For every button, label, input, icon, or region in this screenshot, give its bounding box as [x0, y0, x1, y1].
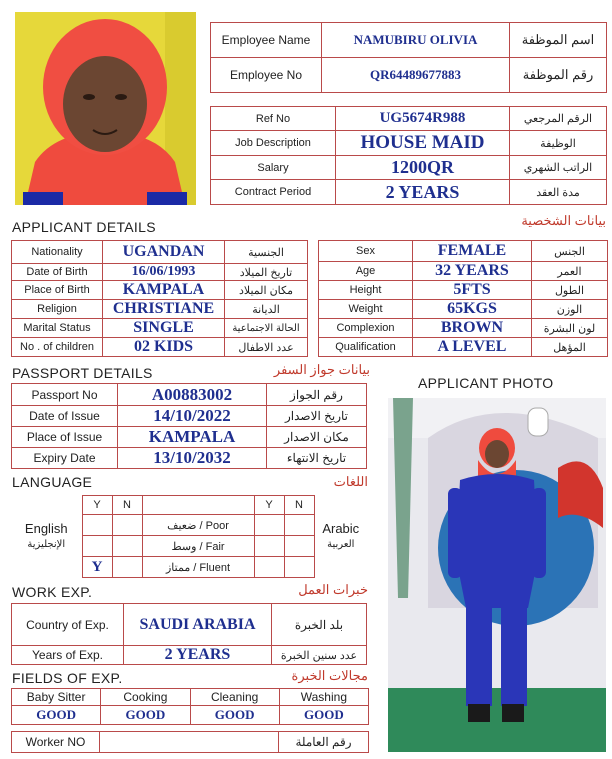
weight-label-ar: الوزن [532, 300, 608, 319]
pob-value: KAMPALA [103, 281, 225, 300]
issue-place-label-ar: مكان الاصدار [267, 427, 367, 448]
contract-table [210, 106, 607, 205]
passport-table [11, 383, 367, 469]
arabic-fair-yes [254, 536, 284, 557]
qualification-label: Qualification [319, 338, 413, 357]
language-title-ar: اللغات [333, 474, 368, 489]
religion-label-ar: الديانة [225, 300, 308, 319]
height-label: Height [319, 281, 413, 300]
applicant-photo-title: APPLICANT PHOTO [418, 375, 554, 391]
marital-label: Marital Status [12, 319, 103, 338]
salary-label: Salary [211, 156, 336, 180]
employee-no-value: QR64489677883 [322, 58, 510, 93]
english-fair-no [112, 536, 142, 557]
field-baby-sitter-label: Baby Sitter [12, 689, 101, 706]
ref-no-value: UG5674R988 [336, 107, 510, 131]
arabic-label-ar: العربية [327, 538, 355, 550]
applicant-left-table [11, 240, 308, 357]
arabic-poor-no [284, 515, 314, 536]
sex-label: Sex [319, 241, 413, 262]
worker-no-value [100, 732, 279, 753]
dob-label: Date of Birth [12, 264, 103, 281]
religion-label: Religion [12, 300, 103, 319]
arabic-yes-header: Y [254, 496, 284, 515]
level-header-blank [142, 496, 254, 515]
english-label-ar: الإنجليزية [27, 538, 66, 550]
field-cleaning-value: GOOD [190, 706, 279, 725]
weight-value: 65KGS [413, 300, 532, 319]
issue-place-value: KAMPALA [118, 427, 267, 448]
height-value: 5FTS [413, 281, 532, 300]
language-title: LANGUAGE [12, 474, 93, 490]
passport-no-label: Passport No [12, 384, 118, 406]
portrait-photo [15, 12, 196, 205]
applicant-details-title: APPLICANT DETAILS [12, 219, 156, 235]
applicant-right-table [318, 240, 608, 357]
field-cooking-value: GOOD [101, 706, 190, 725]
marital-label-ar: الحالة الاجتماعية [225, 319, 308, 338]
portrait-illustration [15, 12, 196, 205]
qualification-label-ar: المؤهل [532, 338, 608, 357]
pob-label-ar: مكان الميلاد [225, 281, 308, 300]
job-label: Job Description [211, 131, 336, 156]
job-value: HOUSE MAID [336, 131, 510, 156]
english-no-header: N [112, 496, 142, 515]
years-exp-label-ar: عدد سنين الخبرة [272, 646, 367, 665]
english-yes-header: Y [82, 496, 112, 515]
fields-exp-title: FIELDS OF EXP. [12, 670, 123, 686]
marital-value: SINGLE [103, 319, 225, 338]
english-cell [11, 496, 82, 578]
arabic-poor-yes [254, 515, 284, 536]
job-label-ar: الوظيفة [510, 131, 607, 156]
salary-label-ar: الراتب الشهري [510, 156, 607, 180]
applicant-details-title-ar: بيانات الشخصية [521, 213, 606, 228]
employee-name-label-ar: اسم الموظفة [510, 23, 607, 58]
level-poor [142, 515, 254, 536]
arabic-fair-no [284, 536, 314, 557]
qualification-value: A LEVEL [413, 338, 532, 357]
nationality-label-ar: الجنسية [225, 241, 308, 264]
arabic-label: Arabic [322, 520, 360, 536]
level-fluent [142, 557, 254, 578]
sex-value: FEMALE [413, 241, 532, 262]
field-cooking-label: Cooking [101, 689, 190, 706]
fields-exp-title-ar: مجالات الخبرة [291, 668, 368, 683]
work-exp-title: WORK EXP. [12, 584, 93, 600]
passport-no-label-ar: رقم الجواز [267, 384, 367, 406]
contract-period-label: Contract Period [211, 180, 336, 205]
field-washing-label: Washing [279, 689, 368, 706]
worker-no-label-ar: رقم العاملة [279, 732, 369, 753]
level-fair-en: Fair [205, 540, 225, 553]
contract-period-value: 2 YEARS [336, 180, 510, 205]
passport-details-title-ar: بيانات جواز السفر [273, 362, 370, 377]
complexion-label: Complexion [319, 319, 413, 338]
passport-no-value: A00883002 [118, 384, 267, 406]
work-exp-table [11, 603, 367, 665]
field-cleaning-label: Cleaning [190, 689, 279, 706]
arabic-fluent-yes [254, 557, 284, 578]
english-poor-yes [82, 515, 112, 536]
ref-no-label: Ref No [211, 107, 336, 131]
level-fluent-ar: ممتاز / [166, 561, 197, 574]
arabic-no-header: N [284, 496, 314, 515]
worker-no-label: Worker NO [12, 732, 100, 753]
issue-date-label: Date of Issue [12, 406, 118, 427]
english-poor-no [112, 515, 142, 536]
expiry-date-value: 13/10/2032 [118, 448, 267, 469]
level-fluent-en: Fluent [199, 561, 230, 574]
age-label: Age [319, 262, 413, 281]
age-value: 32 YEARS [413, 262, 532, 281]
years-exp-label: Years of Exp. [12, 646, 124, 665]
employee-name-label: Employee Name [211, 23, 322, 58]
level-poor-ar: ضعيف / [167, 519, 203, 532]
employee-no-label-ar: رقم الموظفة [510, 58, 607, 93]
years-exp-value: 2 YEARS [124, 646, 272, 665]
issue-date-value: 14/10/2022 [118, 406, 267, 427]
religion-value: CHRISTIANE [103, 300, 225, 319]
complexion-value: BROWN [413, 319, 532, 338]
country-exp-value: SAUDI ARABIA [124, 604, 272, 646]
english-fluent-no [112, 557, 142, 578]
contract-period-label-ar: مدة العقد [510, 180, 607, 205]
weight-label: Weight [319, 300, 413, 319]
issue-place-label: Place of Issue [12, 427, 118, 448]
sex-label-ar: الجنس [532, 241, 608, 262]
children-label: No . of children [12, 338, 103, 357]
field-baby-sitter-value: GOOD [12, 706, 101, 725]
work-exp-title-ar: خبرات العمل [298, 582, 368, 597]
country-exp-label-ar: بلد الخبرة [272, 604, 367, 646]
employee-name-value: NAMUBIRU OLIVIA [322, 23, 510, 58]
level-fair [142, 536, 254, 557]
arabic-cell [314, 496, 367, 578]
issue-date-label-ar: تاريخ الاصدار [267, 406, 367, 427]
dob-label-ar: تاريخ الميلاد [225, 264, 308, 281]
nationality-value: UGANDAN [103, 241, 225, 264]
employee-no-label: Employee No [211, 58, 322, 93]
dob-value: 16/06/1993 [103, 264, 225, 281]
complexion-label-ar: لون البشرة [532, 319, 608, 338]
field-washing-value: GOOD [279, 706, 368, 725]
expiry-date-label-ar: تاريخ الانتهاء [267, 448, 367, 469]
fields-exp-table [11, 688, 369, 725]
full-photo-illustration [388, 398, 606, 752]
english-fair-yes [82, 536, 112, 557]
height-label-ar: الطول [532, 281, 608, 300]
applicant-full-photo [388, 398, 606, 752]
employee-header-table [210, 22, 607, 93]
arabic-fluent-no [284, 557, 314, 578]
language-table [11, 495, 367, 578]
english-label: English [24, 520, 68, 536]
level-fair-ar: وسط / [171, 540, 203, 553]
english-fluent-yes: Y [82, 557, 112, 578]
nationality-label: Nationality [12, 241, 103, 264]
ref-no-label-ar: الرقم المرجعي [510, 107, 607, 131]
level-poor-en: Poor [205, 519, 229, 532]
salary-value: 1200QR [336, 156, 510, 180]
worker-no-table [11, 731, 369, 753]
pob-label: Place of Birth [12, 281, 103, 300]
expiry-date-label: Expiry Date [12, 448, 118, 469]
children-value: 02 KIDS [103, 338, 225, 357]
country-exp-label: Country of Exp. [12, 604, 124, 646]
age-label-ar: العمر [532, 262, 608, 281]
passport-details-title: PASSPORT DETAILS [12, 365, 153, 381]
children-label-ar: عدد الاطفال [225, 338, 308, 357]
